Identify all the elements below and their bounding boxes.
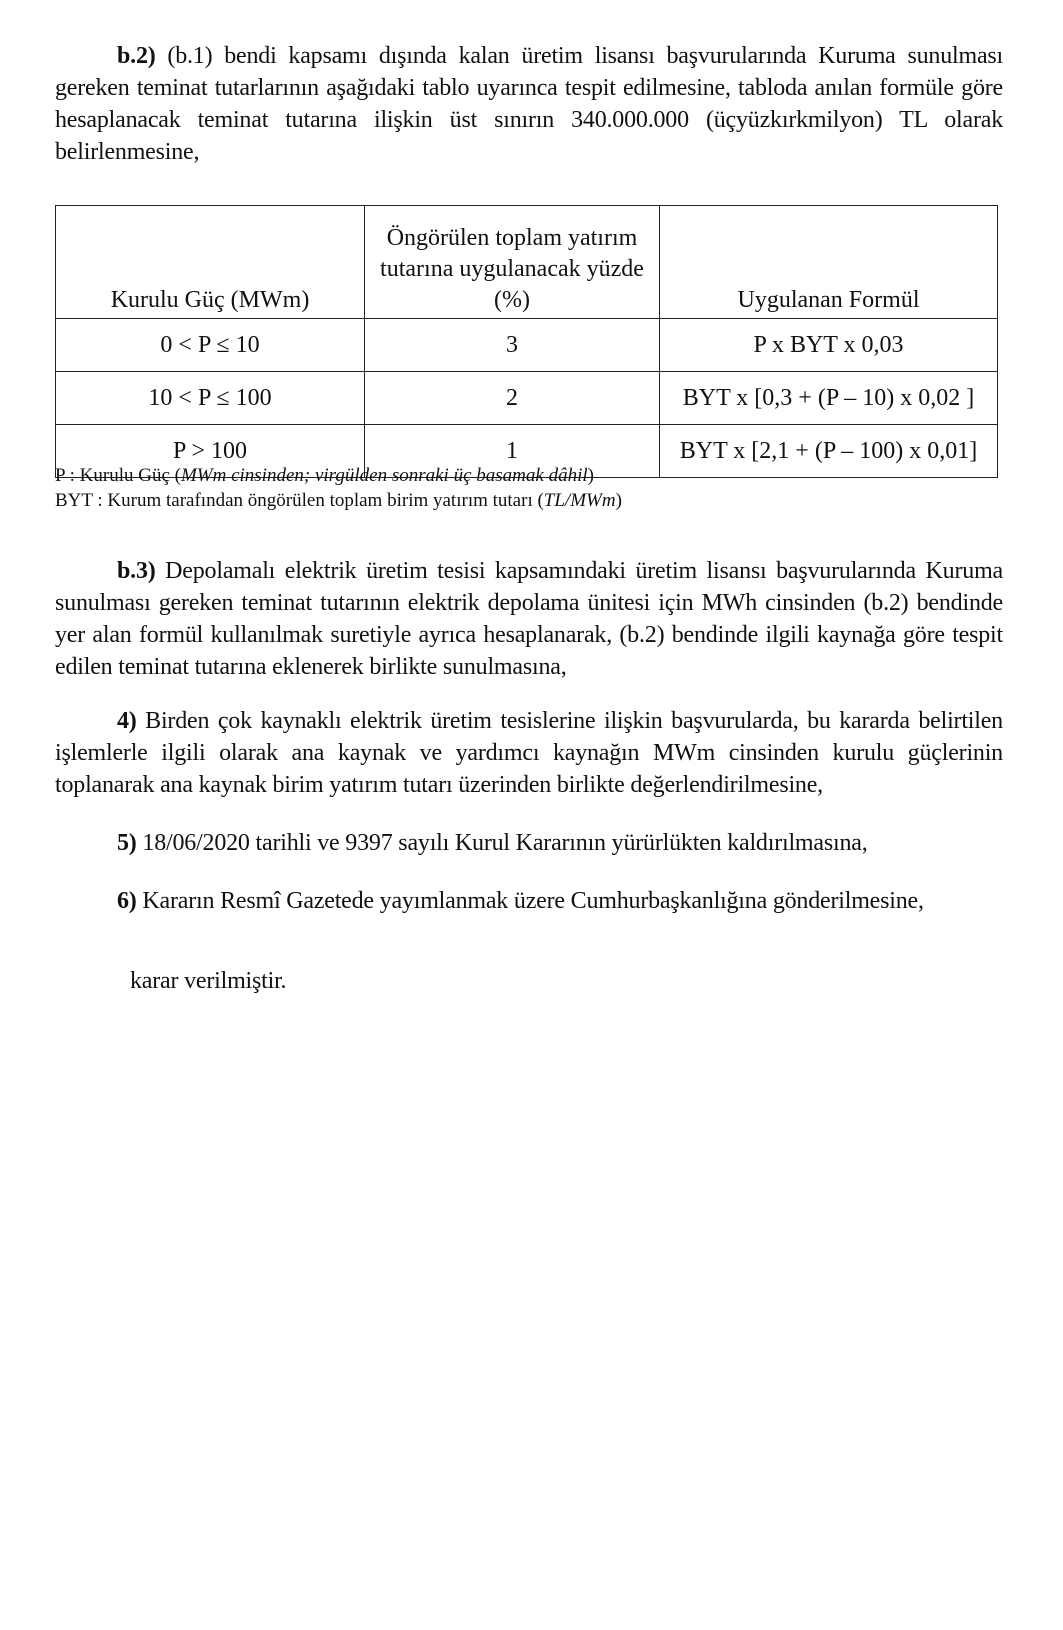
note-byt-end: ) <box>615 490 622 511</box>
paragraph-b3 <box>55 555 1003 683</box>
cell-percent: 1 <box>365 425 660 478</box>
table-row <box>56 372 998 425</box>
item-5-text: 18/06/2020 tarihli ve 9397 sayılı Kurul Kararının yürürlükten kaldırılmasına, <box>136 830 868 856</box>
item-5-label: 5) <box>117 830 137 856</box>
header-formul: Uygulanan Formül <box>660 206 998 319</box>
teminat-table <box>55 205 998 478</box>
note-byt-italic: TL/MWm <box>543 490 616 511</box>
table-row <box>56 319 998 372</box>
item-4-label: 4) <box>117 708 137 734</box>
paragraph-item-6 <box>117 885 1017 917</box>
header-yuzde: Öngörülen toplam yatırım tutarına uygulanacak yüzde (%) <box>365 206 660 319</box>
item-6-label: 6) <box>117 888 137 914</box>
note-p-label: P : Kurulu Güç ( <box>55 465 181 486</box>
cell-range: 10 < P ≤ 100 <box>56 372 365 425</box>
paragraph-item-4 <box>55 705 1003 801</box>
note-p-italic: MWm cinsinden; virgülden sonraki üç basamak dâhil <box>180 465 588 486</box>
cell-percent: 2 <box>365 372 660 425</box>
cell-range: 0 < P ≤ 10 <box>56 319 365 372</box>
item-4-text: Birden çok kaynaklı elektrik üretim tesislerine ilişkin başvurularda, bu kararda belirtilen işlemlerle ilgili olarak ana kaynak ve yardımcı kaynağın MWm cinsinden kurulu güçlerinin toplanarak ana kaynak birim yatırım tutarı üzerinden birlikte değerlendirilmesine, <box>55 708 1003 798</box>
cell-formula: BYT x [2,1 + (P – 100) x 0,01] <box>660 425 998 478</box>
paragraph-b2-label: b.2) <box>117 43 156 69</box>
note-p-end: ) <box>587 465 594 486</box>
paragraph-item-5 <box>117 827 997 859</box>
closing-statement: karar verilmiştir. <box>130 968 287 994</box>
note-byt <box>55 488 955 513</box>
paragraph-b2-text: (b.1) bendi kapsamı dışında kalan üretim lisansı başvurularında Kuruma sunulması gereken teminat tutarlarının aşağıdaki tablo uyarınca tespit edilmesine, tabloda anılan formüle göre hesaplanacak teminat tutarına ilişkin üst sınırın 340.000.000 (üçyüzkırkmilyon) TL olarak belirlenmesine, <box>55 43 1003 165</box>
note-byt-label: BYT : Kurum tarafından öngörülen toplam birim yatırım tutarı ( <box>55 490 544 511</box>
cell-range: P > 100 <box>56 425 365 478</box>
cell-formula: BYT x [0,3 + (P – 10) x 0,02 ] <box>660 372 998 425</box>
paragraph-b3-label: b.3) <box>117 558 156 584</box>
paragraph-b2 <box>55 40 1003 168</box>
header-kurulu-guc: Kurulu Güç (MWm) <box>56 206 365 319</box>
paragraph-b3-text: Depolamalı elektrik üretim tesisi kapsamındaki üretim lisansı başvurularında Kuruma sunulması gereken teminat tutarının elektrik depolama ünitesi için MWh cinsinden (b.2) bendinde yer alan formül kullanılmak suretiyle ayrıca hesaplanarak, (b.2) bendinde ilgili kaynağa göre tespit edilen teminat tutarına eklenerek birlikte sunulmasına, <box>55 558 1003 680</box>
item-6-text: Kararın Resmî Gazetede yayımlanmak üzere Cumhurbaşkanlığına gönderilmesine, <box>136 888 924 914</box>
table-header-row <box>56 206 998 319</box>
cell-formula: P x BYT x 0,03 <box>660 319 998 372</box>
cell-percent: 3 <box>365 319 660 372</box>
table-notes <box>55 463 955 513</box>
note-p <box>55 463 955 488</box>
